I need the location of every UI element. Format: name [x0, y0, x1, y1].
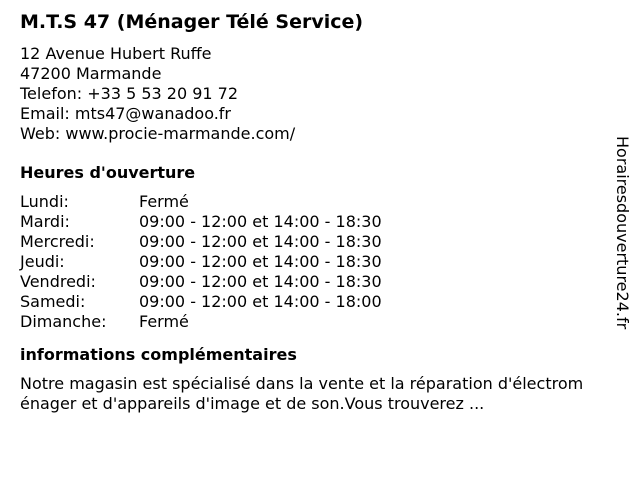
- day-label: Dimanche:: [20, 312, 107, 331]
- day-hours: 09:00 - 12:00 et 14:00 - 18:30: [139, 272, 382, 291]
- extra-info-description: Notre magasin est spécialisé dans la vente et la réparation d'électroménager et d'appareils d'image et de son.Vous trouverez ...: [20, 374, 584, 413]
- hours-heading: Heures d'ouverture: [20, 163, 196, 182]
- email: Email: mts47@wanadoo.fr: [20, 104, 232, 123]
- day-label: Jeudi:: [20, 252, 65, 271]
- website: Web: www.procie-marmande.com/: [20, 124, 296, 143]
- hours-row-mardi: [20, 212, 610, 232]
- extra-info-heading: informations complémentaires: [20, 345, 297, 364]
- day-label: Mercredi:: [20, 232, 95, 251]
- hours-row-lundi: [20, 192, 610, 212]
- day-label: Mardi:: [20, 212, 70, 231]
- day-hours: 09:00 - 12:00 et 14:00 - 18:30: [139, 232, 382, 251]
- business-card: [20, 10, 610, 414]
- day-hours: Fermé: [139, 192, 189, 211]
- hours-row-jeudi: [20, 252, 610, 272]
- hours-row-vendredi: [20, 272, 610, 292]
- day-hours: 09:00 - 12:00 et 14:00 - 18:30: [139, 252, 382, 271]
- hours-table: [20, 192, 610, 332]
- day-hours: 09:00 - 12:00 et 14:00 - 18:00: [139, 292, 382, 311]
- hours-row-samedi: [20, 292, 610, 312]
- day-hours: Fermé: [139, 312, 189, 331]
- day-label: Lundi:: [20, 192, 69, 211]
- day-label: Vendredi:: [20, 272, 96, 291]
- address-line-1: 12 Avenue Hubert Ruffe: [20, 44, 212, 63]
- phone: Telefon: +33 5 53 20 91 72: [20, 84, 239, 103]
- business-name: M.T.S 47 (Ménager Télé Service): [20, 11, 364, 33]
- hours-row-mercredi: [20, 232, 610, 252]
- day-label: Samedi:: [20, 292, 86, 311]
- address-line-2: 47200 Marmande: [20, 64, 162, 83]
- day-hours: 09:00 - 12:00 et 14:00 - 18:30: [139, 212, 382, 231]
- hours-row-dimanche: [20, 312, 610, 332]
- contact-block: [20, 44, 610, 144]
- brand-watermark: Horairesdouverture24.fr: [613, 136, 632, 330]
